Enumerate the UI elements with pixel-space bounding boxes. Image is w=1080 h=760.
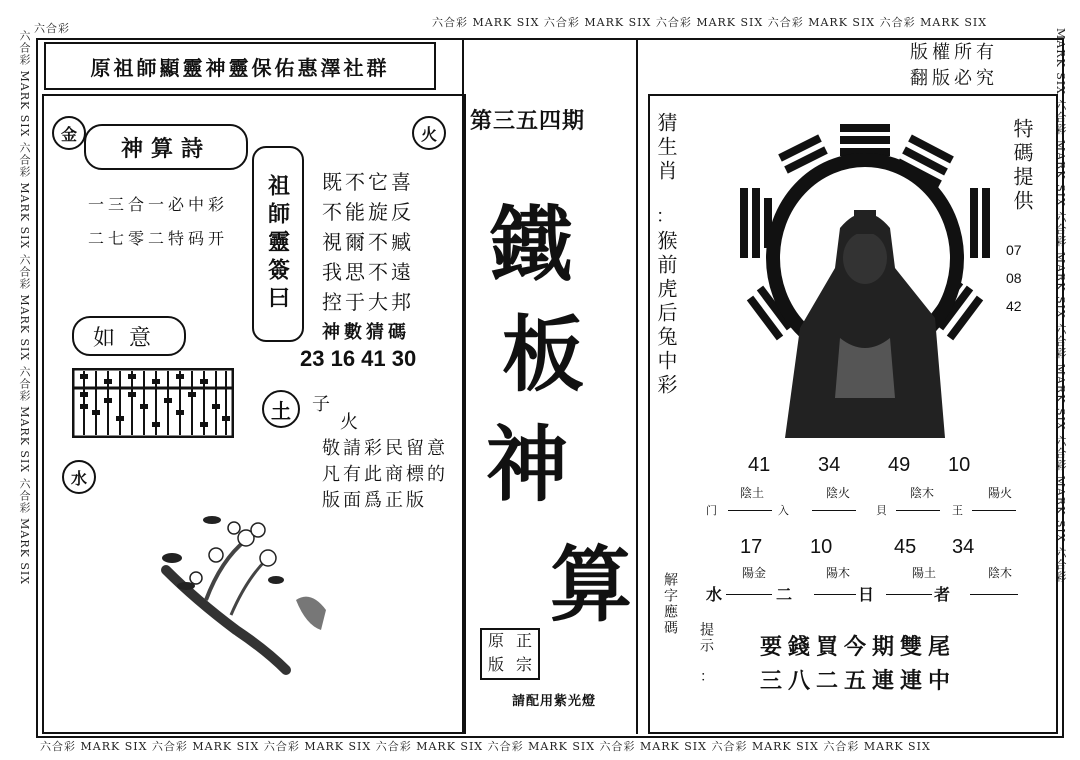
row1-char-2: 入 [778,504,789,517]
header-title: 原祖師顯靈神靈保佑惠澤社群 [90,55,390,80]
row2-line-1 [726,594,772,595]
zi-char: 子 [312,394,330,415]
oracle-poem-line-2: 不能旋反 [322,200,414,224]
header-title-box [44,42,436,90]
oracle-label-box [252,146,304,342]
poem-line-2: 二七零二特码开 [88,229,229,248]
badge-earth: 土 [262,390,300,428]
stamp-char-2: 正 [515,631,532,650]
big-char-ban: 板 [502,307,585,403]
row1-number-1: 41 [748,454,771,476]
special-numbers [1006,236,1022,320]
big-char-shen: 神 [486,417,569,513]
notice-line-3: 版面爲正版 [322,490,427,511]
row2-line-2 [814,594,856,595]
notice-line-2: 凡有此商標的 [322,464,448,485]
row2-char-1: 水 [706,585,723,604]
special-number-3: 42 [1006,298,1022,314]
row2-number-2: 10 [810,536,833,558]
row1-element-3: 陰木 [910,486,935,500]
row2-element-2: 陽木 [826,566,851,580]
badge-fire: 火 [412,116,446,150]
abacus-image [72,368,234,438]
row2-element-4: 陰木 [988,566,1013,580]
tip-line-1: 要錢買今期雙尾 [760,634,957,660]
ruyi-box [72,316,186,356]
row1-element-4: 陽火 [988,486,1013,500]
poem-title-box [84,124,248,170]
uv-lamp-note: 請配用紫光燈 [512,694,597,709]
stamp-char-4: 宗 [515,655,532,674]
big-char-tie: 鐵 [490,197,573,293]
row1-line-1 [728,510,772,511]
oracle-poem-line-4: 我思不遠 [322,260,414,284]
oracle-poem-line-3: 視爾不臧 [322,230,414,254]
border-top-left-text: 六合彩 [34,22,70,35]
poem-line-1: 一三合一必中彩 [88,195,229,214]
oracle-poem [322,168,414,318]
tishi-label: 提示 [698,622,714,654]
stamp-char-1: 原 [487,631,504,650]
row2-number-4: 34 [952,536,975,558]
big-char-suan: 算 [550,537,633,633]
copyright-line-1: 版權所有 [910,42,998,63]
badge-gold: 金 [52,116,86,150]
plum-blossom-image [136,500,336,680]
tip-line-2: 三八二五連連中 [760,668,957,694]
special-number-2: 08 [1006,270,1022,286]
copyright-notice [910,40,998,92]
row2-line-4 [970,594,1018,595]
bagua-deity-image [730,118,1000,442]
row2-char-2: 二 [776,585,793,604]
zodiac-colon: ： [656,206,674,227]
poem-title: 神算詩 [120,135,211,162]
row1-char-1: 门 [706,504,717,517]
shenshu-numbers: 23 16 41 30 [300,346,417,371]
row2-number-3: 45 [894,536,917,558]
border-bottom-text: 六合彩 MARK SIX 六合彩 MARK SIX 六合彩 MARK SIX 六合彩 MARK SIX 六合彩 MARK SIX 六合彩 MARK SIX 六合彩 MARK SIX 六合彩 MARK SIX [40,740,931,753]
huo-char: 火 [340,412,358,433]
row2-char-4: 者 [934,585,951,604]
row1-line-4 [972,510,1016,511]
authentic-stamp [480,628,540,680]
row1-number-2: 34 [818,454,841,476]
special-number-1: 07 [1006,242,1022,258]
special-label: 特碼提供 [1010,118,1034,214]
zodiac-label: 猜生肖 [654,112,678,184]
oracle-poem-line-5: 控于大邦 [322,290,414,314]
border-left-text: 六合彩 MARK SIX 六合彩 MARK SIX 六合彩 MARK SIX 六合彩 MARK SIX 六合彩 MARK SIX [18,30,31,586]
row1-element-2: 陰火 [826,486,851,500]
row1-line-3 [896,510,940,511]
row1-number-4: 10 [948,454,971,476]
zodiac-text: 猴前虎后兔中彩 [654,230,678,398]
notice [322,436,448,514]
stamp-char-3: 版 [487,655,504,674]
row2-element-1: 陽金 [742,566,767,580]
oracle-label: 祖師靈簽曰 [264,174,291,314]
copyright-line-2: 翻版必究 [910,68,998,89]
row2-line-3 [886,594,932,595]
tishi-colon: ： [700,669,714,685]
issue-number: 第三五四期 [470,108,586,133]
row1-char-3: 貝 [876,504,887,517]
badge-water: 水 [62,460,96,494]
shenshu-label: 神數猜碼 [322,322,410,343]
row1-element-1: 陰土 [740,486,765,500]
border-top-text: 六合彩 MARK SIX 六合彩 MARK SIX 六合彩 MARK SIX 六合彩 MARK SIX 六合彩 MARK SIX [432,16,988,29]
row1-number-3: 49 [888,454,911,476]
row1-char-4: 王 [952,504,963,517]
row2-element-3: 陽土 [912,566,937,580]
row2-char-3: 日 [858,585,875,604]
border-right-text: MARK SIX 六合彩 MARK SIX 六合彩 MARK SIX 六合彩 MARK SIX 六合彩 MARK SIX 六合彩 [1054,28,1067,584]
jiezi-label: 解字應碼 [662,572,678,636]
row1-line-2 [812,510,856,511]
row2-number-1: 17 [740,536,763,558]
oracle-poem-line-1: 既不它喜 [322,170,414,194]
ruyi-text: 如意 [92,325,165,351]
notice-line-1: 敬請彩民留意 [322,438,448,459]
